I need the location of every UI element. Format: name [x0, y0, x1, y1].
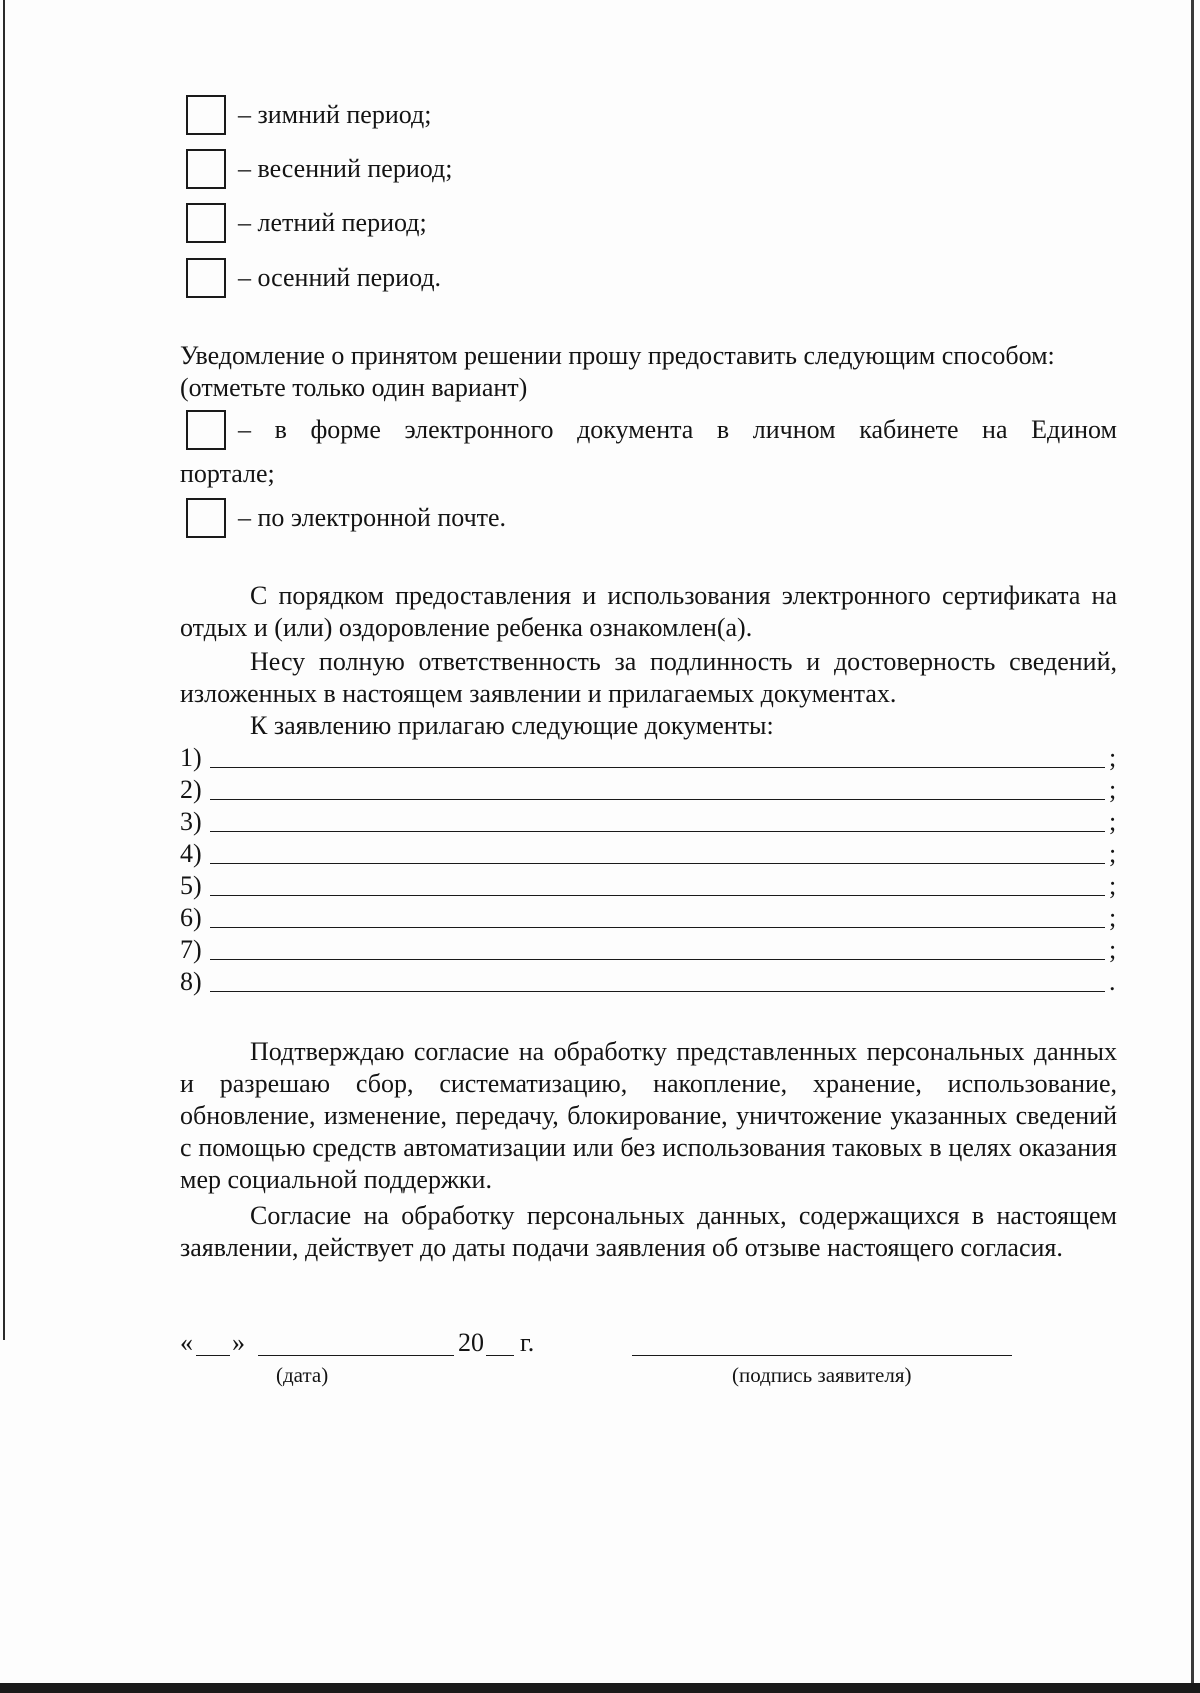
line-number: 3) [180, 807, 202, 836]
checkbox[interactable] [186, 203, 226, 243]
period-option-label: – зимний период; [238, 100, 432, 129]
line-number: 8) [180, 967, 202, 996]
checkbox[interactable] [186, 149, 226, 189]
validity-paragraph: Согласие на обработку персональных данных, содержащихся в настоящем заявлении, действует до даты подачи заявления об отзыве настоящего согласия. [180, 1201, 1117, 1262]
line-end: ; [1109, 839, 1117, 868]
line-end: ; [1109, 935, 1117, 964]
page-edge-left [3, 0, 5, 1340]
notification-option-portal[interactable] [186, 410, 1117, 450]
checkbox[interactable] [186, 95, 226, 135]
period-option-label: – осенний период. [238, 263, 442, 292]
blank-line[interactable] [210, 839, 1105, 864]
quote-close: » [232, 1328, 245, 1357]
line-end: ; [1109, 743, 1117, 772]
notification-option-label: – по электронной почте. [238, 503, 507, 532]
blank-line[interactable] [210, 775, 1105, 800]
signature-caption: (подпись заявителя) [732, 1363, 912, 1387]
procedure-paragraph: С порядком предоставления и использования электронного сертификата на отдых и (или) оздоровление ребенка ознакомлен(а). [180, 581, 1117, 642]
attachments-intro: К заявлению прилагаю следующие документы: [250, 711, 774, 740]
date-caption: (дата) [276, 1363, 329, 1387]
line-number: 6) [180, 903, 202, 932]
day-blank[interactable] [196, 1355, 230, 1356]
notification-option-label: – в форме электронного документа в личном кабинете на Едином [238, 415, 1117, 444]
page-edge-bottom [0, 1683, 1200, 1693]
line-number: 1) [180, 743, 202, 772]
page-edge-right [1191, 0, 1194, 1693]
document-line[interactable] [180, 870, 1117, 902]
responsibility-paragraph: Несу полную ответственность за подлинность и достоверность сведений, изложенных в настоящем заявлении и прилагаемых документах. [180, 647, 1117, 708]
document-line[interactable] [180, 934, 1117, 966]
document-line[interactable] [180, 742, 1117, 774]
notification-option-email[interactable] [186, 498, 506, 538]
document-line[interactable] [180, 838, 1117, 870]
line-end: ; [1109, 871, 1117, 900]
consent-paragraph: Подтверждаю согласие на обработку представленных персональных данных и разрешаю сбор, систематизацию, накопление, хранение, использование, обновление, изменение, передачу, блокирование, уничтожение указанных сведений с помощью средств автоматизации или без использования таковых в целях оказания мер социальной поддержки. [180, 1037, 1117, 1194]
period-option-label: – летний период; [238, 208, 427, 237]
notification-option-continuation: портале; [180, 459, 275, 488]
signature-blank[interactable] [632, 1355, 1012, 1356]
blank-line[interactable] [210, 903, 1105, 928]
checkbox[interactable] [186, 498, 226, 538]
line-end: ; [1109, 903, 1117, 932]
period-option-summer[interactable] [186, 203, 427, 243]
line-number: 5) [180, 871, 202, 900]
blank-line[interactable] [210, 807, 1105, 832]
year-suffix: г. [520, 1328, 535, 1357]
month-blank[interactable] [258, 1355, 454, 1356]
document-line[interactable] [180, 806, 1117, 838]
document-line[interactable] [180, 774, 1117, 806]
blank-line[interactable] [210, 743, 1105, 768]
line-end: ; [1109, 775, 1117, 804]
period-option-autumn[interactable] [186, 258, 441, 298]
notification-subheading: (отметьте только один вариант) [180, 373, 528, 402]
year-prefix: 20 [458, 1328, 484, 1357]
blank-line[interactable] [210, 871, 1105, 896]
line-end: . [1109, 967, 1116, 996]
period-option-label: – весенний период; [238, 154, 453, 183]
checkbox[interactable] [186, 410, 226, 450]
line-number: 4) [180, 839, 202, 868]
year-blank[interactable] [486, 1355, 514, 1356]
line-end: ; [1109, 807, 1117, 836]
quote-open: « [180, 1328, 193, 1357]
checkbox[interactable] [186, 258, 226, 298]
line-number: 2) [180, 775, 202, 804]
period-option-winter[interactable] [186, 95, 431, 135]
blank-line[interactable] [210, 935, 1105, 960]
document-line[interactable] [180, 902, 1117, 934]
notification-heading: Уведомление о принятом решении прошу предоставить следующим способом: [180, 341, 1055, 370]
period-option-spring[interactable] [186, 149, 452, 189]
document-line[interactable] [180, 966, 1117, 998]
line-number: 7) [180, 935, 202, 964]
blank-line[interactable] [210, 967, 1105, 992]
